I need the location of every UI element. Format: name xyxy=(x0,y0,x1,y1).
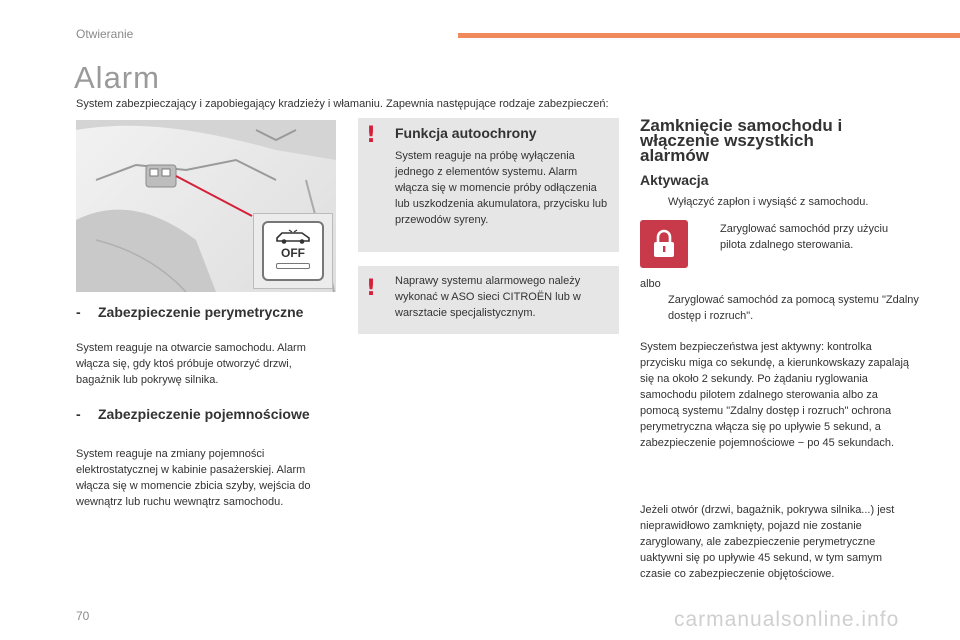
repairs-text: Naprawy systemu alarmowego należy wykonać w ASO sieci CITROËN lub w warsztacie specjalistycznym. xyxy=(395,275,581,319)
step-text: Wyłączyć zapłon i wysiąść z samochodu. xyxy=(668,196,869,208)
autoprotect-heading: Funkcja autoochrony xyxy=(395,125,537,141)
step-lock-remote xyxy=(700,221,890,253)
activation-section-heading: Zamknięcie samochodu i włączenie wszystkich alarmów xyxy=(640,116,843,165)
step-text: Zaryglować samochód przy użyciu pilota zdalnego sterowania. xyxy=(720,223,889,251)
page-number: 70 xyxy=(76,609,90,623)
autoprotect-box xyxy=(358,118,619,252)
page-title: Alarm xyxy=(74,60,160,95)
car-alarm-icon xyxy=(274,229,312,245)
or-text: albo xyxy=(640,278,661,290)
off-label: OFF xyxy=(281,246,305,260)
volumetric-heading xyxy=(76,406,316,422)
unclosed-opening-paragraph: Jeżeli otwór (drzwi, bagażnik, pokrywa silnika...) jest nieprawidłowo zamknięty, pojazd nie zostanie zaryglowany, ale zabezpieczenie perymetryczne uaktywni się po upływie 45 sekund, w tym samym czasie co zabezpieczenie objętościowe. xyxy=(640,504,895,580)
heading-dash: - xyxy=(76,406,81,422)
lock-tile xyxy=(640,220,688,268)
perimeter-heading-text: Zabezpieczenie perymetryczne xyxy=(98,304,304,320)
repairs-box xyxy=(358,266,619,334)
perimeter-text: System reaguje na otwarcie samochodu. Alarm włącza się, gdy ktoś próbuje otworzyć drzwi, bagażnik lub pokrywę silnika. xyxy=(76,342,306,386)
autoprotect-text: System reaguje na próbę wyłączenia jednego z elementów systemu. Alarm włącza się w momencie próby odłączenia lub uszkodzenia akumulatora, przycisku lub przewodów syreny. xyxy=(395,150,608,226)
alarm-off-panel xyxy=(253,213,333,289)
heading-dash: - xyxy=(76,304,81,320)
perimeter-heading xyxy=(76,304,336,320)
indicator-slot xyxy=(276,263,310,269)
step-lock-keyless xyxy=(640,292,920,324)
alarm-off-button[interactable] xyxy=(262,221,324,281)
activation-subheading: Aktywacja xyxy=(640,172,709,188)
volumetric-heading-text: Zabezpieczenie pojemnościowe xyxy=(98,406,310,422)
section-label: Otwieranie xyxy=(76,27,134,41)
padlock-icon xyxy=(651,229,677,259)
watermark: carmanualsonline.info xyxy=(674,608,900,631)
volumetric-text: System reaguje na zmiany pojemności elektrostatycznej w kabinie pasażerskiej. Alarm włącza się w momencie zbicia szyby, wejścia do wewnątrz lub ruchu wewnątrz samochodu. xyxy=(76,448,311,508)
warning-icon: ! xyxy=(366,276,377,301)
step-text: Zaryglować samochód za pomocą systemu "Zdalny dostęp i rozruch". xyxy=(668,294,919,322)
header-accent-bar xyxy=(458,33,960,38)
intro-text: System zabezpieczający i zapobiegający kradzieży i włamaniu. Zapewnia następujące rodzaje zabezpieczeń: xyxy=(76,98,609,110)
activation-paragraph: System bezpieczeństwa jest aktywny: kontrolka przycisku miga co sekundę, a kierunkowskazy zapalają się na około 2 sekundy. Po żądaniu ryglowania samochodu pilotem zdalnego sterowania albo za pomocą systemu "Zdalny dostęp i rozruch" ochrona perymetryczna włącza się po upływie 5 sekund, a zabezpieczenie pojemnościowe − po 45 sekundach. xyxy=(640,341,910,449)
step-ignition-off xyxy=(640,194,920,210)
warning-icon: ! xyxy=(366,123,377,148)
